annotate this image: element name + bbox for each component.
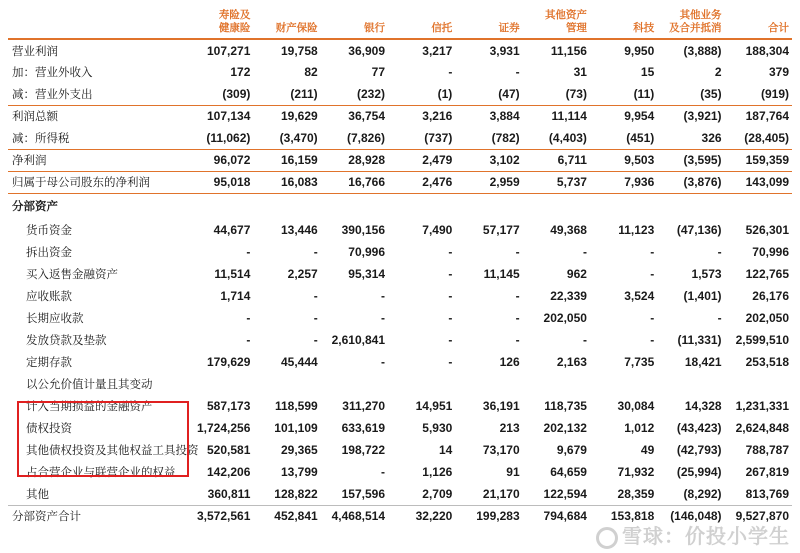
table-cell: 122,594 — [523, 483, 590, 505]
table-cell: 107,134 — [206, 109, 251, 124]
table-cell: 4,468,514 — [331, 509, 385, 524]
table-cell: 13,446 — [280, 223, 318, 237]
table-cell: 26,176 — [752, 289, 789, 303]
table-cell: 11,145 — [483, 267, 520, 281]
table-cell: - — [246, 245, 251, 259]
table-cell: 22,339 — [550, 289, 587, 303]
table-cell: (8,292) — [657, 483, 724, 505]
table-cell: 3,216 — [422, 109, 453, 124]
table-cell: 9,527,870 — [735, 509, 789, 524]
table-cell: - — [381, 311, 385, 325]
table-cell: 202,050 — [745, 311, 789, 325]
table-row — [8, 219, 792, 241]
row-label: 其他 — [8, 483, 186, 505]
row-label: 利润总额 — [12, 109, 58, 124]
table-cell: 14 — [438, 443, 453, 457]
table-cell: (11,062) — [186, 127, 253, 149]
table-cell: (1,401) — [683, 289, 722, 303]
table-row — [8, 483, 792, 505]
table-cell: 82 — [304, 65, 318, 79]
table-cell: (3,595) — [657, 149, 724, 171]
table-cell: 2,624,848 — [735, 421, 789, 435]
table-cell: 1,573 — [691, 267, 722, 281]
table-cell: (3,470) — [253, 127, 320, 149]
table-cell: 14,328 — [684, 399, 722, 413]
table-cell: 6,711 — [523, 149, 590, 171]
table-cell: 118,735 — [544, 399, 587, 413]
table-cell — [321, 373, 388, 395]
table-cell — [455, 193, 522, 219]
table-cell: - — [650, 311, 655, 325]
table-cell: 159,359 — [725, 149, 792, 171]
table-row — [8, 241, 792, 263]
row-label: 发放贷款及垫款 — [26, 333, 107, 347]
row-label: 占合营企业与联营企业的权益 — [26, 465, 176, 479]
row-label: 分部资产合计 — [12, 509, 81, 524]
table-cell: - — [448, 311, 453, 325]
table-cell: 49 — [640, 443, 655, 457]
table-cell: - — [313, 245, 318, 259]
table-cell: 5,737 — [523, 171, 590, 193]
col-header-property: 财产保险 — [253, 0, 320, 39]
row-label: 归属于母公司股东的净利润 — [8, 171, 186, 193]
table-cell: 1,126 — [422, 465, 453, 479]
table-cell: 7,936 — [590, 171, 657, 193]
table-cell: - — [515, 333, 520, 347]
table-row — [8, 505, 792, 527]
col-header-asset-mgmt: 其他资产 管理 — [523, 0, 590, 39]
table-cell: (28,405) — [725, 127, 792, 149]
table-cell: 19,758 — [280, 43, 318, 58]
table-cell: 128,822 — [253, 483, 320, 505]
table-cell: - — [448, 355, 453, 369]
table-cell: - — [448, 333, 453, 347]
table-cell: 95,018 — [186, 171, 253, 193]
table-row — [8, 193, 792, 219]
table-cell: - — [582, 245, 587, 259]
table-cell: 64,659 — [550, 465, 587, 479]
table-cell: 526,301 — [745, 223, 789, 237]
table-cell: 520,581 — [206, 443, 251, 457]
row-label: 应收账款 — [26, 289, 72, 303]
col-header-other: 其他业务 及合并抵消 — [657, 0, 724, 39]
table-cell: (73) — [523, 83, 590, 105]
table-cell: 107,271 — [206, 43, 251, 58]
table-row — [8, 39, 792, 61]
table-cell: (42,793) — [676, 443, 722, 457]
table-row — [8, 439, 792, 461]
table-cell: 311,270 — [342, 399, 385, 413]
table-cell: - — [582, 333, 587, 347]
table-cell — [590, 373, 657, 395]
table-cell: 267,819 — [745, 465, 789, 479]
table-cell: 213 — [499, 421, 520, 435]
table-cell: 253,518 — [745, 355, 789, 369]
table-cell: (232) — [321, 83, 388, 105]
table-cell: (47,136) — [676, 223, 722, 237]
table-cell: 379 — [768, 65, 789, 79]
table-cell: 7,735 — [624, 355, 655, 369]
table-row — [8, 329, 792, 351]
segment-report-table — [8, 0, 792, 527]
row-label: 定期存款 — [26, 355, 72, 369]
table-cell: 326 — [657, 127, 724, 149]
table-cell: 390,156 — [341, 223, 385, 237]
table-cell: 11,156 — [550, 43, 587, 58]
table-cell: - — [717, 245, 722, 259]
table-cell: 118,599 — [274, 399, 318, 413]
table-row — [8, 127, 792, 149]
table-cell: (1) — [388, 83, 455, 105]
table-cell: 71,932 — [617, 465, 655, 479]
table-cell — [657, 373, 724, 395]
table-cell: 2,476 — [388, 171, 455, 193]
table-cell: 2 — [714, 65, 722, 79]
segment-table-container — [8, 0, 792, 527]
table-cell: 9,503 — [590, 149, 657, 171]
table-cell: 5,930 — [422, 421, 453, 435]
table-cell: (737) — [388, 127, 455, 149]
table-cell: - — [515, 245, 520, 259]
table-cell: - — [650, 245, 655, 259]
table-cell: (43,423) — [676, 421, 722, 435]
table-cell: 31 — [573, 65, 587, 79]
table-cell — [657, 193, 724, 219]
table-cell: 2,257 — [287, 267, 318, 281]
table-cell: - — [246, 311, 251, 325]
row-label: 以公允价值计量且其变动 — [26, 377, 153, 391]
table-cell: 9,950 — [624, 43, 655, 58]
table-cell: 49,368 — [550, 223, 587, 237]
table-cell: 29,365 — [280, 443, 318, 457]
row-label: 减：营业外支出 — [8, 83, 186, 105]
table-cell: 32,220 — [415, 509, 453, 524]
row-label: 债权投资 — [26, 421, 72, 435]
table-cell: (3,888) — [683, 43, 722, 58]
table-cell: 44,677 — [213, 223, 251, 237]
table-cell: 202,050 — [543, 311, 587, 325]
table-row — [8, 285, 792, 307]
table-cell: 3,524 — [624, 289, 655, 303]
table-cell: - — [381, 355, 385, 369]
table-row — [8, 417, 792, 439]
header-row — [8, 0, 792, 39]
table-cell: 1,714 — [220, 289, 251, 303]
table-cell — [523, 373, 590, 395]
table-row — [8, 149, 792, 171]
table-row — [8, 395, 792, 417]
table-cell: 188,304 — [745, 43, 789, 58]
table-cell — [186, 373, 253, 395]
table-cell: 16,159 — [253, 149, 320, 171]
table-cell: - — [515, 289, 520, 303]
table-cell: 9,679 — [556, 443, 587, 457]
row-label: 买入返售金融资产 — [26, 267, 118, 281]
table-cell — [455, 373, 522, 395]
row-label: 加：营业外收入 — [12, 65, 93, 79]
table-cell: 19,629 — [280, 109, 318, 124]
table-cell: (11) — [590, 83, 657, 105]
table-cell: (919) — [725, 83, 792, 105]
table-row — [8, 461, 792, 483]
table-cell — [590, 193, 657, 219]
table-cell: 45,444 — [280, 355, 318, 369]
table-cell: 70,996 — [348, 245, 385, 259]
row-label: 其他债权投资及其他权益工具投资 — [26, 443, 199, 457]
table-cell: (146,048) — [670, 509, 722, 524]
table-cell: 2,599,510 — [735, 333, 789, 347]
col-header-trust: 信托 — [388, 0, 455, 39]
table-cell — [725, 373, 792, 395]
table-cell: (3,921) — [683, 109, 722, 124]
table-cell: - — [448, 65, 453, 79]
table-cell: 3,102 — [455, 149, 522, 171]
table-cell: 95,314 — [348, 267, 385, 281]
table-cell: (309) — [186, 83, 253, 105]
table-cell: - — [381, 289, 385, 303]
snowball-logo-icon — [596, 527, 618, 549]
table-cell: 77 — [371, 65, 385, 79]
table-cell: (451) — [590, 127, 657, 149]
table-cell: 18,421 — [684, 355, 722, 369]
table-cell: 7,490 — [422, 223, 453, 237]
table-cell — [321, 193, 388, 219]
table-cell: 199,283 — [476, 509, 520, 524]
table-cell: - — [313, 333, 318, 347]
col-header-securities: 证券 — [455, 0, 522, 39]
row-label: 货币资金 — [26, 223, 72, 237]
table-cell: 57,177 — [482, 223, 520, 237]
table-row — [8, 105, 792, 127]
table-cell: 2,959 — [455, 171, 522, 193]
table-cell — [186, 193, 253, 219]
table-cell: 11,514 — [214, 267, 251, 281]
table-cell: 11,114 — [551, 109, 587, 124]
table-cell: 3,217 — [422, 43, 453, 58]
table-cell: - — [515, 311, 520, 325]
table-cell: 179,629 — [206, 355, 251, 369]
row-label: 计入当期损益的金融资产 — [26, 399, 153, 413]
table-cell: 96,072 — [186, 149, 253, 171]
row-label: 净利润 — [8, 149, 186, 171]
table-cell: 142,206 — [206, 465, 251, 479]
table-cell: 70,996 — [752, 245, 789, 259]
table-cell: (7,826) — [321, 127, 388, 149]
table-cell: (4,403) — [523, 127, 590, 149]
table-cell: 172 — [230, 65, 251, 79]
table-cell: 15 — [640, 65, 655, 79]
table-row — [8, 171, 792, 193]
watermark: 雪球：价投小学生 — [596, 520, 790, 549]
table-cell: 813,769 — [725, 483, 792, 505]
table-cell: (25,994) — [676, 465, 722, 479]
table-row — [8, 373, 792, 395]
header-blank — [8, 0, 186, 39]
col-header-tech: 科技 — [590, 0, 657, 39]
table-cell: 153,818 — [610, 509, 655, 524]
table-cell: - — [313, 311, 318, 325]
table-cell: 36,191 — [482, 399, 520, 413]
table-cell: - — [717, 311, 722, 325]
table-cell: 9,954 — [624, 109, 655, 124]
table-cell: 187,764 — [745, 109, 789, 124]
row-label: 营业利润 — [12, 43, 58, 58]
table-cell: - — [381, 465, 385, 479]
table-cell: 360,811 — [186, 483, 253, 505]
table-cell: 28,928 — [321, 149, 388, 171]
table-cell: (35) — [657, 83, 724, 105]
table-cell: 11,123 — [618, 223, 655, 237]
table-cell: 3,572,561 — [196, 509, 251, 524]
table-cell: 3,884 — [489, 109, 520, 124]
table-row — [8, 351, 792, 373]
table-cell: 633,619 — [341, 421, 385, 435]
table-cell: 36,754 — [348, 109, 385, 124]
table-cell: 157,596 — [321, 483, 388, 505]
table-cell: 28,359 — [590, 483, 657, 505]
table-cell: - — [313, 289, 318, 303]
table-cell — [253, 193, 320, 219]
table-cell: 794,684 — [543, 509, 587, 524]
table-row — [8, 83, 792, 105]
table-row — [8, 61, 792, 83]
table-cell: - — [515, 65, 520, 79]
table-cell: 202,132 — [543, 421, 587, 435]
table-cell: 21,170 — [455, 483, 522, 505]
table-cell: 1,231,331 — [735, 399, 789, 413]
table-cell: 2,163 — [556, 355, 587, 369]
table-cell: 30,084 — [617, 399, 655, 413]
table-cell: 452,841 — [274, 509, 318, 524]
row-label: 减：所得税 — [8, 127, 186, 149]
table-cell: 122,765 — [745, 267, 789, 281]
table-cell: (11,331) — [677, 333, 722, 347]
table-cell: 143,099 — [725, 171, 792, 193]
table-cell: 14,951 — [415, 399, 453, 413]
table-cell: 2,709 — [388, 483, 455, 505]
table-cell — [388, 373, 455, 395]
table-cell: - — [650, 267, 655, 281]
table-cell: 1,724,256 — [196, 421, 251, 435]
table-cell: 36,909 — [348, 43, 385, 58]
table-cell: (211) — [253, 83, 320, 105]
table-cell: 198,722 — [341, 443, 385, 457]
table-cell: (782) — [455, 127, 522, 149]
row-label: 拆出资金 — [26, 245, 72, 259]
col-header-life: 寿险及 健康险 — [186, 0, 253, 39]
table-cell: 2,479 — [388, 149, 455, 171]
table-cell: 16,083 — [253, 171, 320, 193]
table-cell: - — [246, 333, 251, 347]
table-row — [8, 263, 792, 285]
table-cell: 962 — [566, 267, 587, 281]
table-row — [8, 307, 792, 329]
table-cell: - — [448, 267, 453, 281]
table-cell: 126 — [499, 355, 520, 369]
table-cell: 1,012 — [624, 421, 655, 435]
table-cell: 2,610,841 — [331, 333, 385, 347]
table-cell: 73,170 — [482, 443, 520, 457]
table-cell: 13,799 — [280, 465, 318, 479]
col-header-total: 合计 — [725, 0, 792, 39]
table-cell: (3,876) — [657, 171, 724, 193]
table-cell: - — [448, 245, 453, 259]
table-cell: 101,109 — [274, 421, 318, 435]
table-cell — [253, 373, 320, 395]
table-cell: 91 — [506, 465, 520, 479]
table-cell — [388, 193, 455, 219]
table-cell: - — [448, 289, 453, 303]
table-cell — [523, 193, 590, 219]
table-cell: 788,787 — [745, 443, 789, 457]
table-cell: - — [650, 333, 655, 347]
table-cell: 587,173 — [206, 399, 251, 413]
table-cell — [725, 193, 792, 219]
table-cell: (47) — [455, 83, 522, 105]
row-label: 长期应收款 — [26, 311, 84, 325]
col-header-bank: 银行 — [321, 0, 388, 39]
row-label: 分部资产 — [12, 199, 58, 214]
table-cell: 3,931 — [489, 43, 520, 58]
table-cell: 16,766 — [321, 171, 388, 193]
